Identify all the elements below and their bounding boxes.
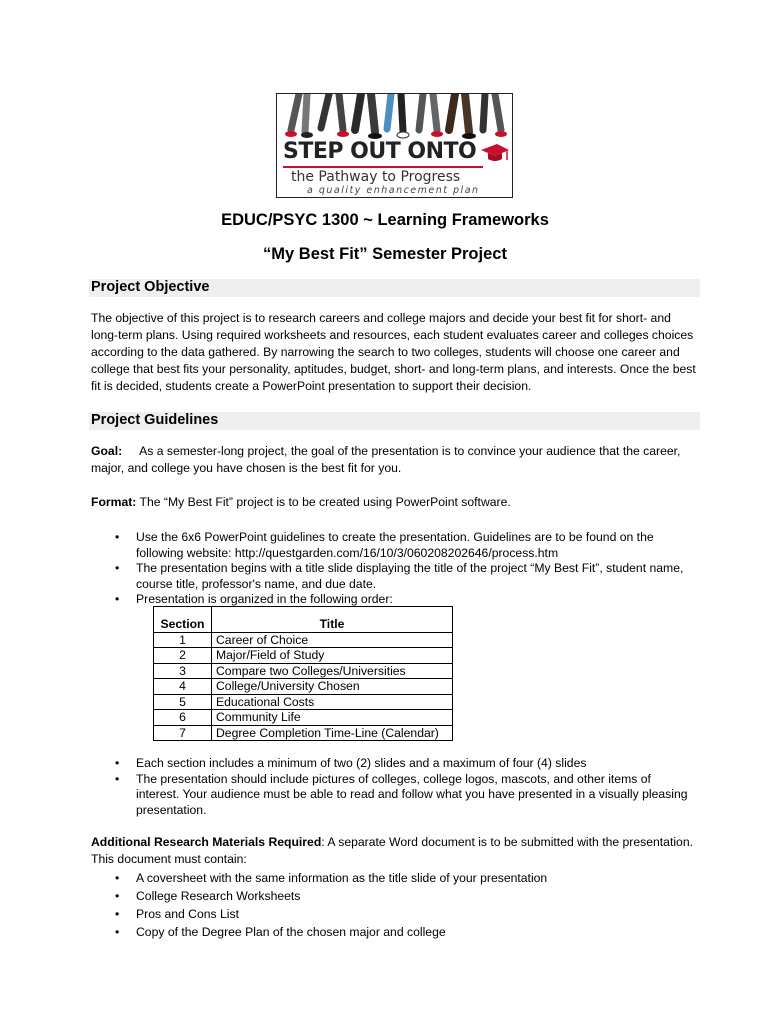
logo-subtitle: the Pathway to Progress (291, 169, 461, 185)
table-row (154, 710, 453, 726)
materials-bullet-list (91, 869, 691, 941)
section-number: 1 (154, 632, 212, 648)
qep-logo (276, 93, 513, 198)
additional-label: Additional Research Materials Required (91, 835, 322, 849)
section-column-header: Section (154, 607, 212, 633)
table-row (154, 663, 453, 679)
format-text: The “My Best Fit” project is to be created using PowerPoint software. (139, 495, 511, 509)
format-label: Format: (91, 495, 137, 509)
additional-text: : A separate Word document is to be submitted with the presentation. This document must contain: (91, 835, 693, 866)
section-number: 2 (154, 648, 212, 664)
goal-text: As a semester-long project, the goal of the presentation is to convince your audience that the career, major, and college you have chosen is the best fit for you. (91, 444, 681, 475)
section-number: 3 (154, 663, 212, 679)
goal-paragraph (91, 443, 697, 477)
section-number: 4 (154, 679, 212, 695)
guidelines-heading: Project Guidelines (91, 412, 219, 428)
objective-body: The objective of this project is to research careers and college majors and decide your best fit for short- and long-term plans. Using required worksheets and resources, each student evaluates career and colleges choices according to the data gathered. By narrowing the search to two colleges, students will choose one career and college that best fits your personality, aptitudes, budget, short- and long-term plans, and interests. Once the best fit is decided, students create a PowerPoint presentation to support their decision. (91, 311, 696, 393)
section-title: Major/Field of Study (212, 648, 453, 664)
section-number: 7 (154, 725, 212, 741)
section-title: Educational Costs (212, 694, 453, 710)
list-item: • Each section includes a minimum of two (2) slides and a maximum of four (4) slides (91, 756, 691, 772)
graduation-cap-icon (479, 142, 509, 170)
list-item: • Presentation is organized in the following order: (91, 592, 691, 608)
list-item: • Use the 6x6 PowerPoint guidelines to create the presentation. Guidelines are to be found on the following website: http://questgarden.com/16/10/3/060208202646/process.htm (91, 530, 691, 561)
list-item: • The presentation begins with a title slide displaying the title of the project “My Best Fit”, student name, course title, professor's name, and due date. (91, 561, 691, 592)
title-column-header: Title (212, 607, 453, 633)
list-item: • College Research Worksheets (91, 887, 691, 905)
goal-label: Goal: (91, 444, 123, 458)
list-item: • Copy of the Degree Plan of the chosen major and college (91, 923, 691, 941)
table-row (154, 648, 453, 664)
course-title: EDUC/PSYC 1300 ~ Learning Frameworks (221, 211, 549, 229)
presentation-order-table (153, 606, 453, 741)
table-row (154, 694, 453, 710)
list-item: • Pros and Cons List (91, 905, 691, 923)
table-row (154, 679, 453, 695)
legs-illustration (277, 94, 512, 142)
table-row (154, 725, 453, 741)
section-title: Compare two Colleges/Universities (212, 663, 453, 679)
section-title: Community Life (212, 710, 453, 726)
table-row (154, 632, 453, 648)
additional-materials-paragraph (91, 834, 697, 868)
section-title: College/University Chosen (212, 679, 453, 695)
logo-divider (283, 166, 483, 168)
section-number: 5 (154, 694, 212, 710)
format-bullet-list (91, 530, 691, 608)
list-item: • A coversheet with the same information as the title slide of your presentation (91, 869, 691, 887)
section-title: Degree Completion Time-Line (Calendar) (212, 725, 453, 741)
list-item: • The presentation should include pictures of colleges, college logos, mascots, and other items of interest. Your audience must be able to read and follow what you have presented in a visually pleasing presentation. (91, 772, 691, 819)
format-paragraph (91, 494, 697, 511)
section-number: 6 (154, 710, 212, 726)
project-title: “My Best Fit” Semester Project (263, 245, 507, 263)
slides-bullet-list (91, 756, 691, 818)
table-header-row (154, 607, 453, 633)
objective-heading: Project Objective (91, 279, 210, 295)
logo-title: STEP OUT ONTO (283, 139, 477, 164)
section-title: Career of Choice (212, 632, 453, 648)
logo-tagline: a quality enhancement plan (307, 185, 480, 196)
